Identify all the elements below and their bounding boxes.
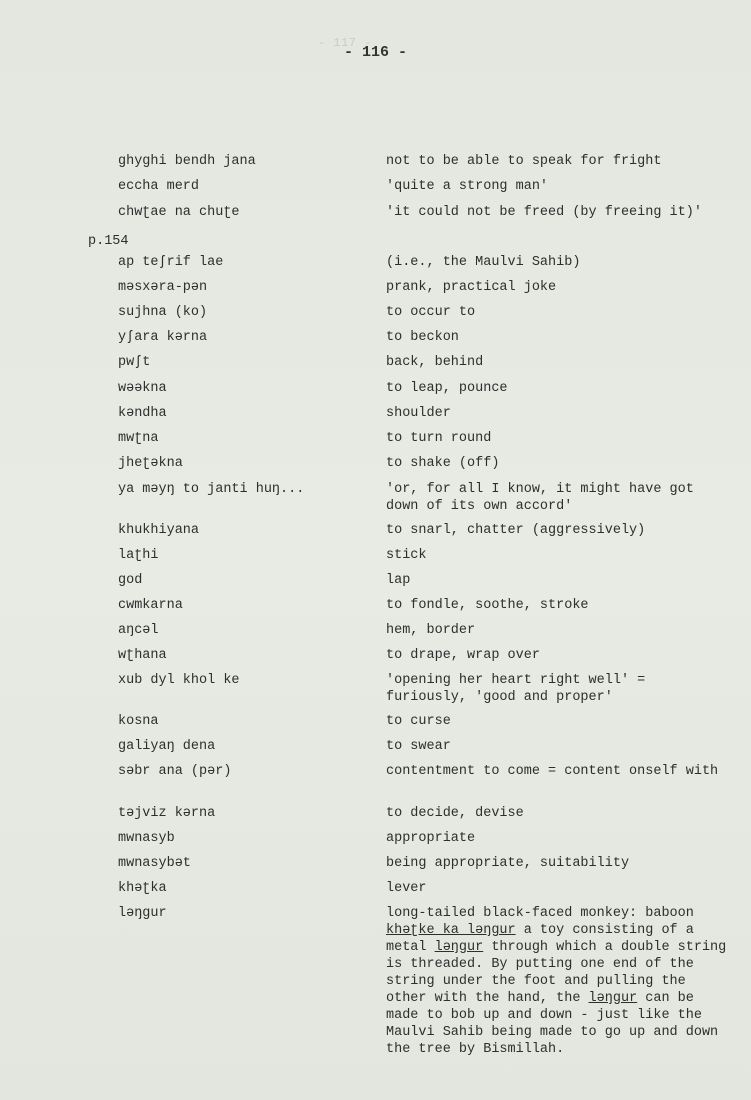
- entry-gloss: (i.e., the Maulvi Sahib): [386, 255, 581, 270]
- entry-term: ya məyŋ to janti huŋ...: [118, 482, 305, 497]
- entry-gloss: to turn round: [386, 431, 492, 446]
- entry-term: kosna: [118, 714, 159, 729]
- underlined-term: ləŋgur: [434, 940, 484, 955]
- entry-gloss: prank, practical joke: [386, 280, 557, 295]
- entry-term: khukhiyana: [118, 523, 200, 538]
- entry-term: aŋcəl: [118, 623, 159, 638]
- entry-gloss: shoulder: [386, 406, 451, 421]
- entry-term: cwmkarna: [118, 598, 183, 613]
- entry-term: mwʈna: [118, 431, 159, 446]
- entry-gloss: back, behind: [386, 355, 484, 370]
- gloss-text: long-tailed black-faced monkey: baboon: [386, 906, 694, 921]
- bleed-through-page-number: - 117 -: [318, 36, 372, 50]
- entry-term: eccha merd: [118, 179, 200, 194]
- entry-gloss: lap: [386, 573, 411, 588]
- entry-term: chwʈae na chuʈe: [118, 205, 240, 220]
- gloss-text: a toy consisting of a metal: [386, 923, 694, 955]
- entry-gloss: to curse: [386, 714, 451, 729]
- entry-term: kəndha: [118, 406, 167, 421]
- entry-term: pwʃt: [118, 355, 151, 370]
- entry-gloss: stick: [386, 548, 427, 563]
- entry-gloss: not to be able to speak for fright: [386, 154, 662, 169]
- underlined-term: khəʈke ka ləŋgur: [386, 923, 516, 938]
- entry-term: mwnasybət: [118, 856, 191, 871]
- entry-gloss: appropriate: [386, 831, 476, 846]
- entry-term: laʈhi: [118, 548, 159, 563]
- entry-gloss: 'it could not be freed (by freeing it)': [386, 205, 702, 220]
- gloss-text: through which a double string is threaded. By putting one end of the string under the foot and pulling the other with the hand, the: [386, 940, 727, 1006]
- entry-term: wəəkna: [118, 381, 167, 396]
- entry-term: ghyghi bendh jana: [118, 154, 256, 169]
- entry-term: yʃara kərna: [118, 330, 208, 345]
- entry-gloss: being appropriate, suitability: [386, 856, 630, 871]
- entry-gloss: to leap, pounce: [386, 381, 508, 396]
- entry-gloss: to decide, devise: [386, 806, 524, 821]
- gloss-text: can be made to bob up and down - just like the Maulvi Sahib being made to go up and down the tree by Bismillah.: [386, 991, 719, 1057]
- entry-term: xub dyl khol ke: [118, 673, 240, 688]
- entry-gloss: to beckon: [386, 330, 459, 345]
- entry-gloss: to shake (off): [386, 456, 500, 471]
- entry-gloss: to drape, wrap over: [386, 648, 540, 663]
- entry-term: jheʈəkna: [118, 456, 183, 471]
- page-number: - 116 -: [343, 44, 407, 61]
- entry-gloss: contentment to come = content onself with: [386, 764, 719, 779]
- entry-gloss: to snarl, chatter (aggressively): [386, 523, 646, 538]
- entry-term: məsxəra-pən: [118, 280, 208, 295]
- entry-gloss: hem, border: [386, 623, 476, 638]
- section-marker: p.154: [88, 234, 129, 249]
- entry-term: god: [118, 573, 143, 588]
- entry-gloss: 'quite a strong man': [386, 179, 549, 194]
- entry-term: galiyaŋ dena: [118, 739, 216, 754]
- entry-gloss: [386, 905, 731, 1058]
- entry-term: mwnasyb: [118, 831, 175, 846]
- entry-gloss: to occur to: [386, 305, 476, 320]
- underlined-term: ləŋgur: [588, 991, 638, 1006]
- entry-term: khəʈka: [118, 881, 167, 896]
- entry-term: təjviz kərna: [118, 806, 216, 821]
- entry-gloss: 'or, for all I know, it might have got down of its own accord': [386, 482, 694, 514]
- entry-term: wʈhana: [118, 648, 167, 663]
- entry-gloss: to fondle, soothe, stroke: [386, 598, 589, 613]
- entry-gloss: to swear: [386, 739, 451, 754]
- entry-term: sujhna (ko): [118, 305, 208, 320]
- entry-gloss: 'opening her heart right well' = furiously, 'good and proper': [386, 673, 646, 705]
- entry-term: ləŋgur: [118, 906, 167, 921]
- entry-term: ap teʃrif lae: [118, 255, 224, 270]
- entry-gloss: lever: [386, 881, 427, 896]
- entry-term: səbr ana (pər): [118, 764, 232, 779]
